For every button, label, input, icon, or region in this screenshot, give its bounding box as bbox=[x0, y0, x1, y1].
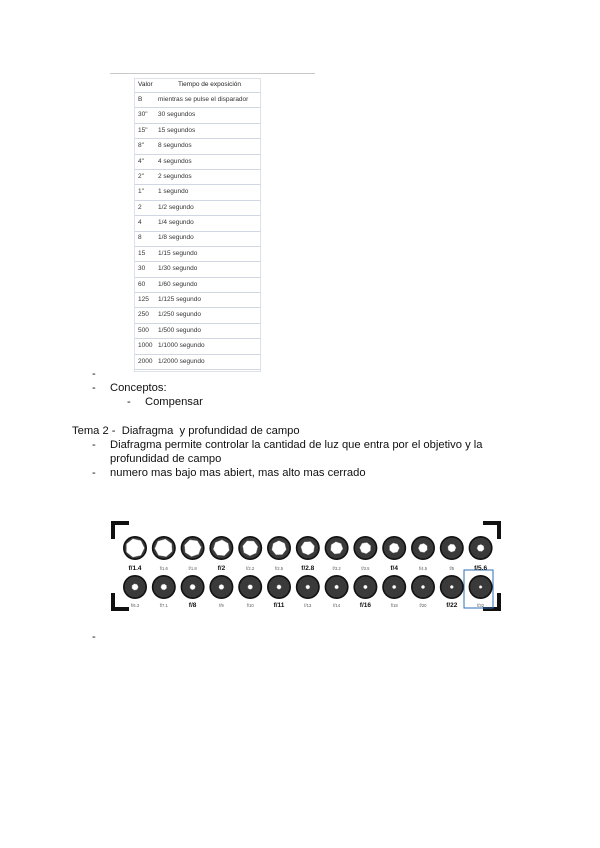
cell-tiempo: 1/15 segundo bbox=[155, 246, 261, 261]
aperture-label: f/18 bbox=[390, 603, 398, 608]
aperture-label: f/22 bbox=[446, 602, 458, 609]
aperture-label: f/20 bbox=[419, 603, 427, 608]
aperture-icon bbox=[181, 575, 205, 609]
aperture-opening bbox=[363, 585, 367, 589]
aperture-icon bbox=[238, 575, 262, 608]
aperture-icon bbox=[411, 575, 435, 608]
table-row bbox=[135, 169, 261, 184]
table-row bbox=[135, 277, 261, 292]
table-row bbox=[135, 339, 261, 354]
cell-valor: 500 bbox=[135, 323, 155, 338]
aperture-row-2 bbox=[123, 575, 493, 609]
aperture-label: f/14 bbox=[333, 603, 341, 608]
aperture-label: f/11 bbox=[273, 602, 285, 609]
compensar-item: Compensar bbox=[145, 396, 203, 408]
aperture-label: f/16 bbox=[359, 602, 372, 609]
aperture-icon bbox=[209, 536, 233, 572]
aperture-row-1 bbox=[123, 536, 493, 572]
aperture-label: f/1.8 bbox=[188, 566, 197, 571]
aperture-opening bbox=[306, 585, 310, 589]
cell-tiempo: 4 segundos bbox=[155, 154, 261, 169]
aperture-label: f/1.6 bbox=[159, 566, 168, 571]
aperture-icon bbox=[382, 575, 406, 608]
aperture-icon bbox=[152, 575, 176, 608]
aperture-opening bbox=[421, 585, 425, 589]
aperture-opening bbox=[277, 585, 282, 590]
cell-tiempo: 1/8 segundo bbox=[155, 231, 261, 246]
aperture-label: f/6.3 bbox=[130, 603, 140, 608]
aperture-label: f/2.2 bbox=[246, 566, 255, 571]
table-row bbox=[135, 293, 261, 308]
aperture-label: f/5 bbox=[449, 566, 455, 571]
table-row bbox=[135, 231, 261, 246]
cell-valor: 4 bbox=[135, 216, 155, 231]
table-row bbox=[135, 139, 261, 154]
aperture-icon bbox=[209, 575, 233, 608]
cell-tiempo: 1/30 segundo bbox=[155, 262, 261, 277]
cell-valor: 125 bbox=[135, 293, 155, 308]
aperture-label: f/7.1 bbox=[159, 603, 168, 608]
aperture-opening bbox=[248, 585, 253, 590]
aperture-chart bbox=[110, 520, 502, 612]
aperture-label: f/4.5 bbox=[418, 566, 428, 571]
empty-bullet-2: - bbox=[92, 631, 96, 643]
diafragma-text-line2: profundidad de campo bbox=[110, 453, 222, 465]
table-row bbox=[135, 308, 261, 323]
aperture-opening bbox=[479, 585, 482, 588]
exposure-table bbox=[135, 78, 261, 370]
aperture-icon bbox=[440, 536, 464, 571]
cell-valor: 2" bbox=[135, 169, 155, 184]
cell-valor: 1000 bbox=[135, 339, 155, 354]
table-row bbox=[135, 93, 261, 108]
aperture-label: f/3.2 bbox=[332, 566, 341, 571]
cell-valor: 8 bbox=[135, 231, 155, 246]
header-tiempo: Tiempo de exposición bbox=[155, 78, 261, 93]
cell-tiempo: 15 segundos bbox=[155, 123, 261, 138]
corner-bracket-top-right bbox=[483, 523, 499, 539]
aperture-label: f/3.5 bbox=[361, 566, 370, 571]
cell-valor: 30" bbox=[135, 108, 155, 123]
table-row bbox=[135, 154, 261, 169]
cell-valor: 15" bbox=[135, 123, 155, 138]
aperture-label: f/4 bbox=[390, 565, 398, 572]
cell-tiempo: 8 segundos bbox=[155, 139, 261, 154]
aperture-label: f/5.6 bbox=[474, 565, 488, 572]
cell-valor: B bbox=[135, 93, 155, 108]
top-rule bbox=[110, 73, 315, 74]
bullet-dash-conceptos: - bbox=[92, 382, 96, 394]
aperture-icon bbox=[411, 536, 435, 571]
aperture-icon bbox=[267, 536, 291, 571]
aperture-icon bbox=[296, 536, 320, 572]
aperture-opening bbox=[219, 584, 224, 589]
cell-tiempo: 1/60 segundo bbox=[155, 277, 261, 292]
aperture-icon bbox=[325, 536, 349, 571]
aperture-label: f/9 bbox=[219, 603, 224, 608]
tema2-heading: Tema 2 - Diafragma y profundidad de campo bbox=[72, 425, 300, 437]
aperture-label: f/8 bbox=[188, 602, 197, 609]
aperture-label: f/2.5 bbox=[274, 566, 284, 571]
table-row bbox=[135, 200, 261, 215]
aperture-icon bbox=[123, 536, 147, 572]
cell-tiempo: 2 segundos bbox=[155, 169, 261, 184]
header-valor: Valor bbox=[135, 78, 155, 93]
cell-tiempo: 1 segundo bbox=[155, 185, 261, 200]
aperture-icon bbox=[440, 575, 464, 609]
diafragma-text-line1: Diafragma permite controlar la cantidad de luz que entra por el objetivo y la bbox=[110, 439, 483, 451]
aperture-opening bbox=[392, 585, 396, 589]
aperture-opening bbox=[418, 543, 427, 552]
aperture-icon bbox=[469, 575, 493, 608]
aperture-opening bbox=[190, 584, 196, 590]
aperture-icon bbox=[353, 575, 377, 609]
table-row bbox=[135, 323, 261, 338]
aperture-label: f/32 bbox=[477, 603, 485, 608]
aperture-label: f/2 bbox=[217, 565, 226, 572]
table-row bbox=[135, 262, 261, 277]
aperture-opening bbox=[335, 585, 339, 589]
cell-tiempo: mientras se pulse el disparador bbox=[155, 93, 261, 108]
aperture-label: f/13 bbox=[304, 603, 312, 608]
cell-tiempo: 1/500 segundo bbox=[155, 323, 261, 338]
cell-valor: 1" bbox=[135, 185, 155, 200]
cell-valor: 250 bbox=[135, 308, 155, 323]
aperture-opening bbox=[477, 544, 484, 551]
cell-valor: 15 bbox=[135, 246, 155, 261]
table-row bbox=[135, 246, 261, 261]
cell-tiempo: 1/125 segundo bbox=[155, 293, 261, 308]
cell-tiempo: 1/4 segundo bbox=[155, 216, 261, 231]
numero-text: numero mas bajo mas abiert, mas alto mas cerrado bbox=[110, 467, 366, 479]
aperture-label: f/2.8 bbox=[301, 565, 315, 572]
aperture-opening bbox=[450, 585, 453, 588]
aperture-opening bbox=[448, 544, 456, 552]
corner-bracket-top-left bbox=[113, 523, 129, 539]
table-row bbox=[135, 185, 261, 200]
table-row bbox=[135, 216, 261, 231]
aperture-icon bbox=[325, 575, 349, 608]
bullet-dash-compensar: - bbox=[127, 396, 131, 408]
table-row bbox=[135, 354, 261, 369]
table-header-row bbox=[135, 78, 261, 93]
aperture-label: f/10 bbox=[246, 603, 254, 608]
cell-valor: 8" bbox=[135, 139, 155, 154]
aperture-icon bbox=[469, 536, 493, 572]
cell-valor: 2 bbox=[135, 200, 155, 215]
empty-bullet-1: - bbox=[92, 368, 96, 380]
aperture-opening bbox=[161, 584, 167, 590]
bullet-dash-diafragma: - bbox=[92, 439, 96, 451]
aperture-icon bbox=[382, 536, 406, 572]
cell-tiempo: 1/250 segundo bbox=[155, 308, 261, 323]
aperture-label: f/1.4 bbox=[128, 565, 142, 572]
cell-tiempo: 1/1000 segundo bbox=[155, 339, 261, 354]
aperture-opening bbox=[132, 584, 138, 591]
aperture-icon bbox=[353, 536, 377, 571]
cell-tiempo: 30 segundos bbox=[155, 108, 261, 123]
aperture-icon bbox=[152, 536, 176, 571]
aperture-icon bbox=[267, 575, 291, 609]
table-row bbox=[135, 108, 261, 123]
table-row bbox=[135, 123, 261, 138]
cell-valor: 60 bbox=[135, 277, 155, 292]
conceptos-label: Conceptos: bbox=[110, 382, 167, 394]
aperture-icon bbox=[296, 575, 320, 608]
aperture-icon bbox=[123, 575, 147, 608]
bullet-dash-numero: - bbox=[92, 467, 96, 479]
cell-valor: 4" bbox=[135, 154, 155, 169]
aperture-icon bbox=[181, 536, 205, 571]
cell-valor: 2000 bbox=[135, 354, 155, 369]
cell-valor: 30 bbox=[135, 262, 155, 277]
cell-tiempo: 1/2000 segundo bbox=[155, 354, 261, 369]
cell-tiempo: 1/2 segundo bbox=[155, 200, 261, 215]
aperture-icon bbox=[238, 536, 262, 571]
